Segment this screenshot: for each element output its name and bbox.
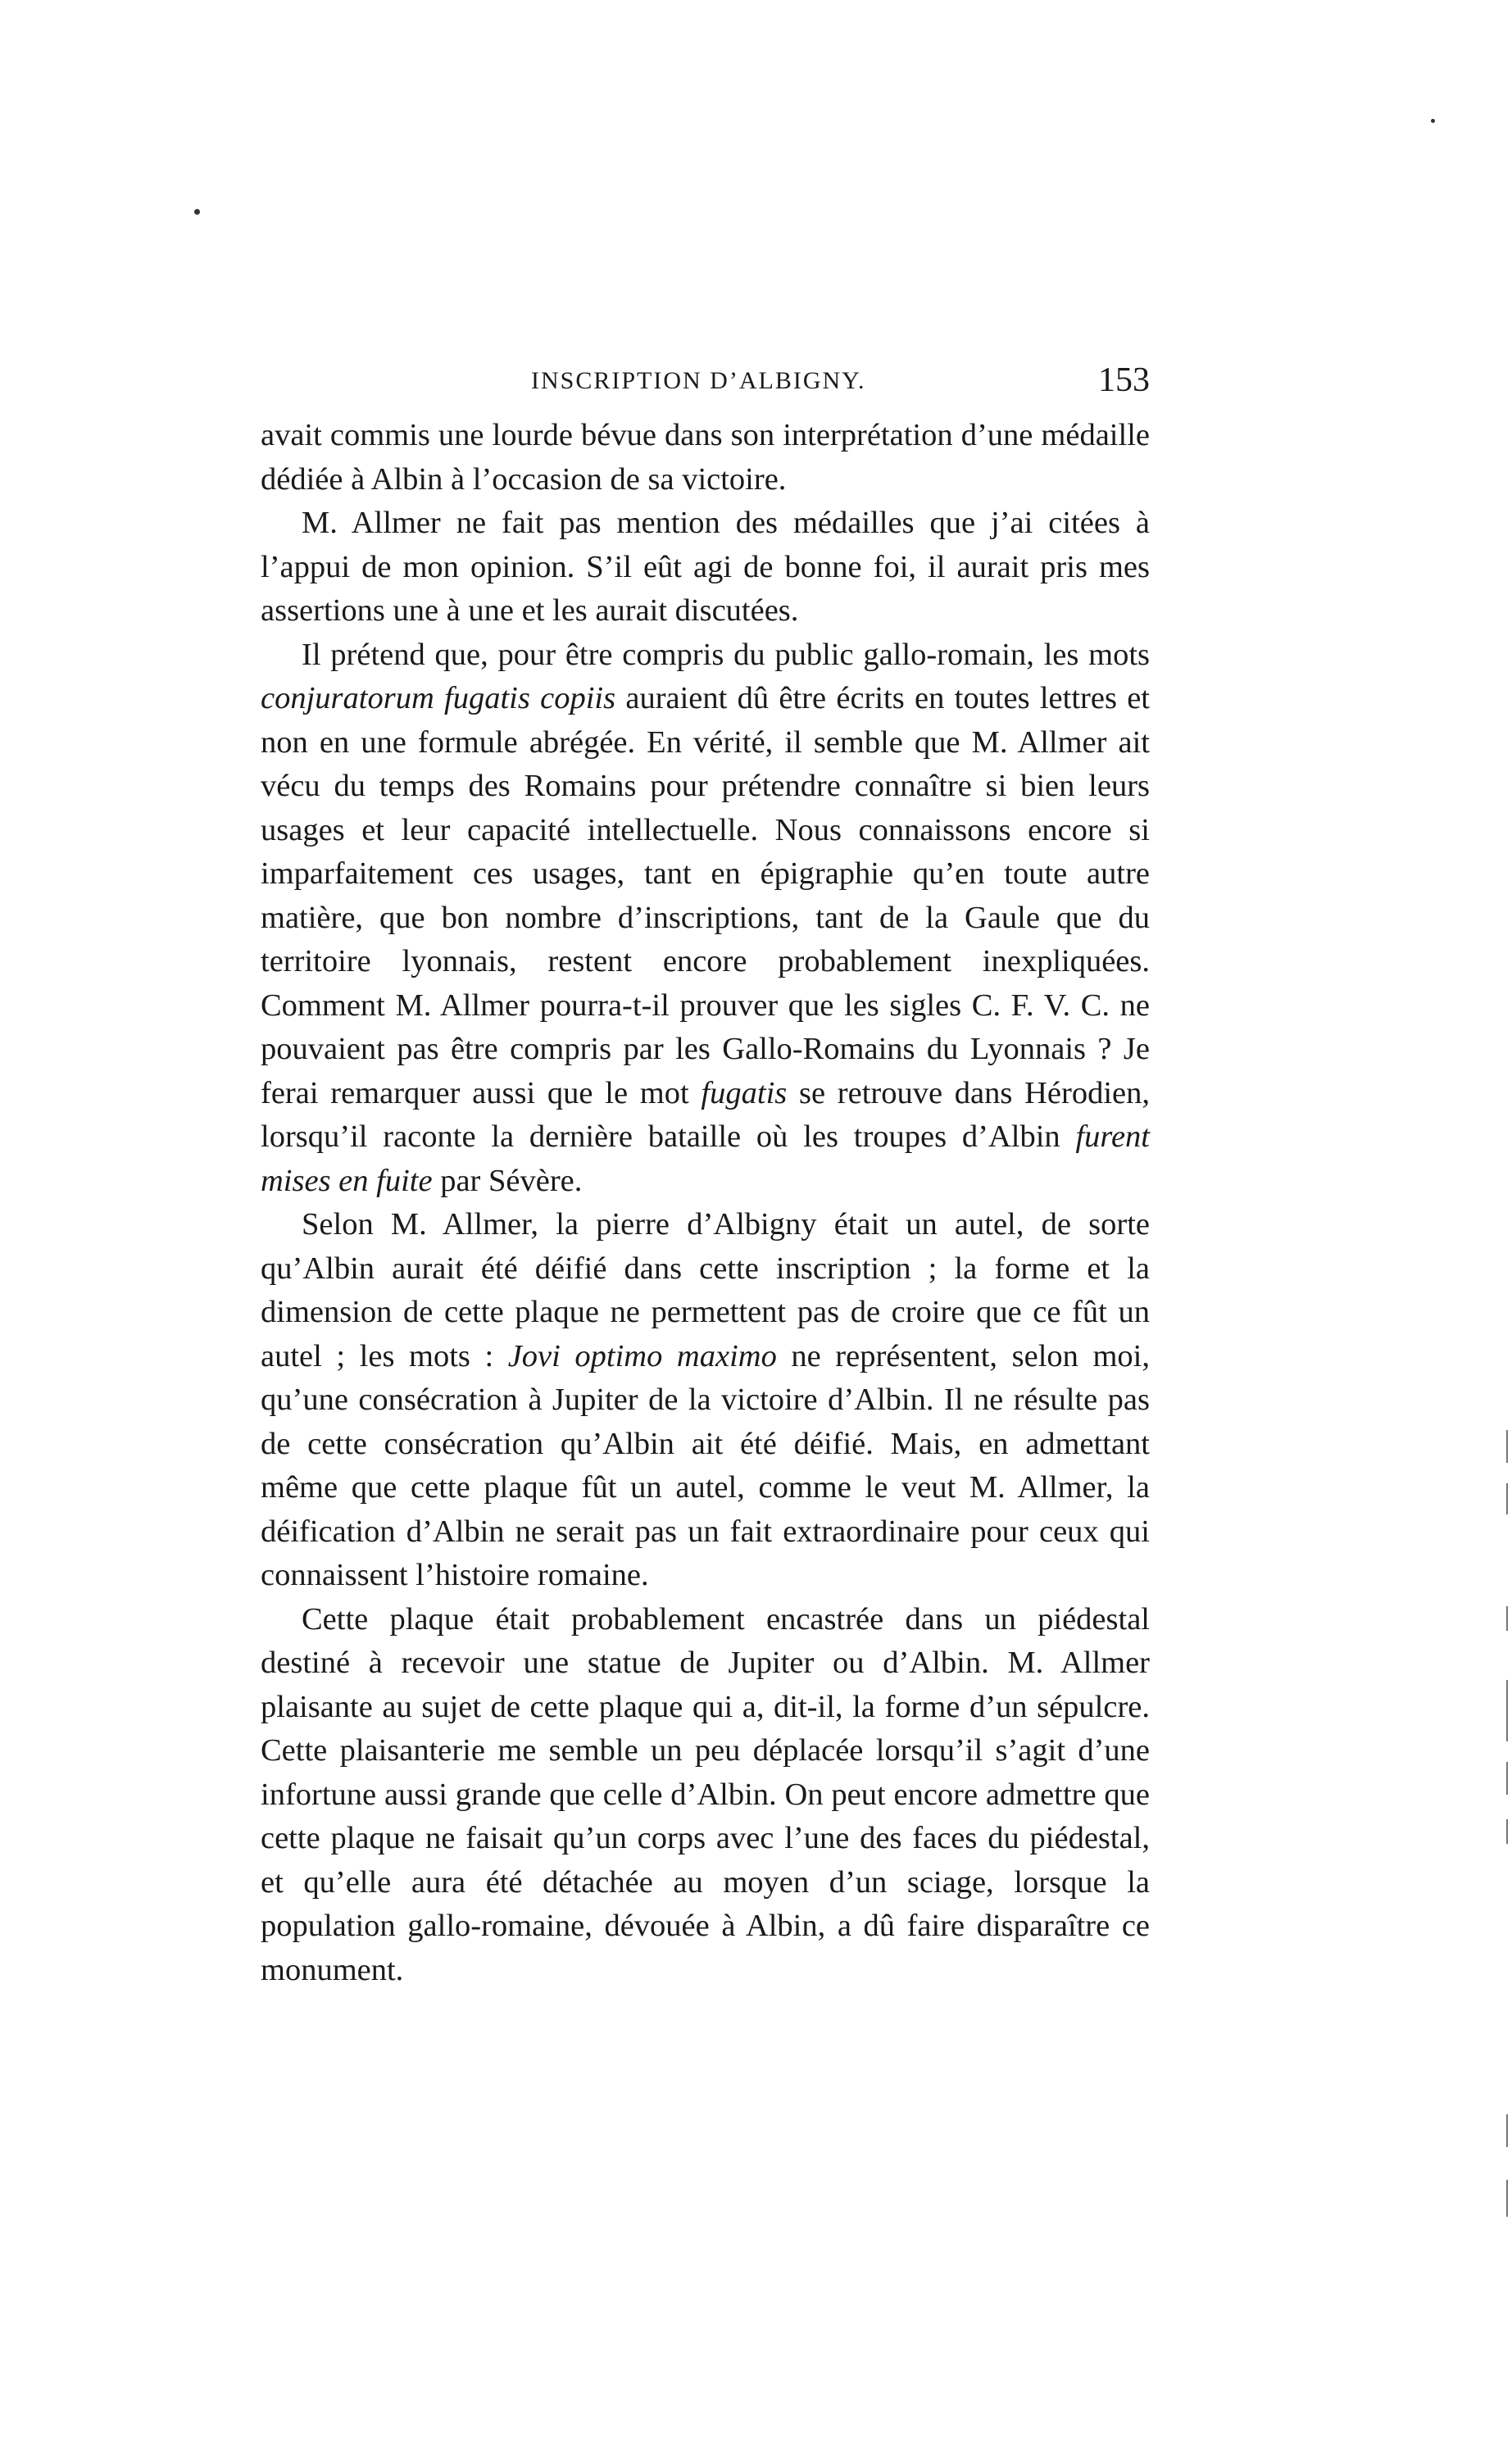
- paragraph: [261, 1203, 1150, 1598]
- scan-speck: [194, 209, 200, 215]
- italic-text: furent mises en fuite: [261, 1119, 1150, 1198]
- paragraph: [261, 414, 1150, 502]
- text-run: par Sévère.: [432, 1163, 583, 1198]
- text-run: Selon M. Allmer, la pierre d’Albigny était un autel, de sorte qu’Albin aurait été déifié dans cette inscription ; la forme et la dimension de cette plaque ne permettent pas de croire que ce fût un autel ; les mots :: [261, 1207, 1150, 1373]
- scan-edge-mark: [1506, 1762, 1508, 1795]
- text-run: Il prétend que, pour être compris du public gallo-romain, les mots: [302, 637, 1150, 672]
- scan-edge-mark: [1506, 1819, 1508, 1844]
- text-run: M. Allmer ne fait pas mention des médailles que j’ai citées à l’appui de mon opinion. S’il eût agi de bonne foi, il aurait pris mes assertions une à une et les aurait discutées.: [261, 506, 1150, 628]
- scan-edge-mark: [1506, 2180, 1508, 2217]
- scan-edge-mark: [1506, 1680, 1508, 1741]
- page-header: [261, 361, 1150, 410]
- italic-text: fugatis: [701, 1075, 788, 1110]
- scan-speck: [1431, 119, 1435, 123]
- text-run: auraient dû être écrits en toutes lettres et non en une formule abrégée. En vérité, il semble que M. Allmer ait vécu du temps des Romains pour prétendre connaître si bien leurs usages et leur capacité intellectuelle. Nous connaissons encore si imparfaitement ces usages, tant en épigraphie qu’en toute autre matière, que bon nombre d’inscriptions, tant de la Gaule que du territoire lyonnais, restent encore probablement inexpliquées. Comment M. Allmer pourra-t-il prouver que les sigles C. F. V. C. ne pouvaient pas être compris par les Gallo-Romains du Lyonnais ? Je ferai remarquer aussi que le mot: [261, 681, 1150, 1110]
- text-run: se retrouve dans Hérodien, lorsqu’il raconte la dernière bataille où les troupes d’Albin: [261, 1075, 1150, 1154]
- scan-edge-mark: [1506, 1483, 1508, 1514]
- scan-edge-mark: [1506, 1606, 1508, 1631]
- scan-edge-mark: [1506, 1430, 1508, 1463]
- body-text: [261, 414, 1150, 1992]
- paragraph: [261, 1598, 1150, 1993]
- running-title: INSCRIPTION D’ALBIGNY.: [531, 367, 866, 394]
- page-number: 153: [1098, 361, 1150, 399]
- text-run: ne représentent, selon moi, qu’une consécration à Jupiter de la victoire d’Albin. Il ne résulte pas de cette consécration qu’Albin ait été déifié. Mais, en admettant même que cette plaque fût un autel, comme le veut M. Allmer, la déification d’Albin ne serait pas un fait extraordinaire pour ceux qui connaissent l’histoire romaine.: [261, 1338, 1150, 1592]
- paragraph: [261, 633, 1150, 1204]
- italic-text: conjuratorum fugatis copiis: [261, 681, 616, 715]
- italic-text: Jovi optimo maximo: [507, 1338, 777, 1373]
- paragraph: [261, 502, 1150, 633]
- text-run: Cette plaque était probablement encastrée dans un piédestal destiné à recevoir une statue de Jupiter ou d’Albin. M. Allmer plaisante au sujet de cette plaque qui a, dit-il, la forme d’un sépulcre. Cette plaisanterie me semble un peu déplacée lorsqu’il s’agit d’une infortune aussi grande que celle d’Albin. On peut encore admettre que cette plaque ne faisait qu’un corps avec l’une des faces du piédestal, et qu’elle aura été détachée au moyen d’un sciage, lorsque la population gallo-romaine, dévouée à Albin, a dû faire disparaître ce monument.: [261, 1601, 1150, 1987]
- scan-edge-mark: [1506, 2114, 1508, 2147]
- text-run: avait commis une lourde bévue dans son interprétation d’une médaille dédiée à Albin à l’occasion de sa victoire.: [261, 418, 1150, 497]
